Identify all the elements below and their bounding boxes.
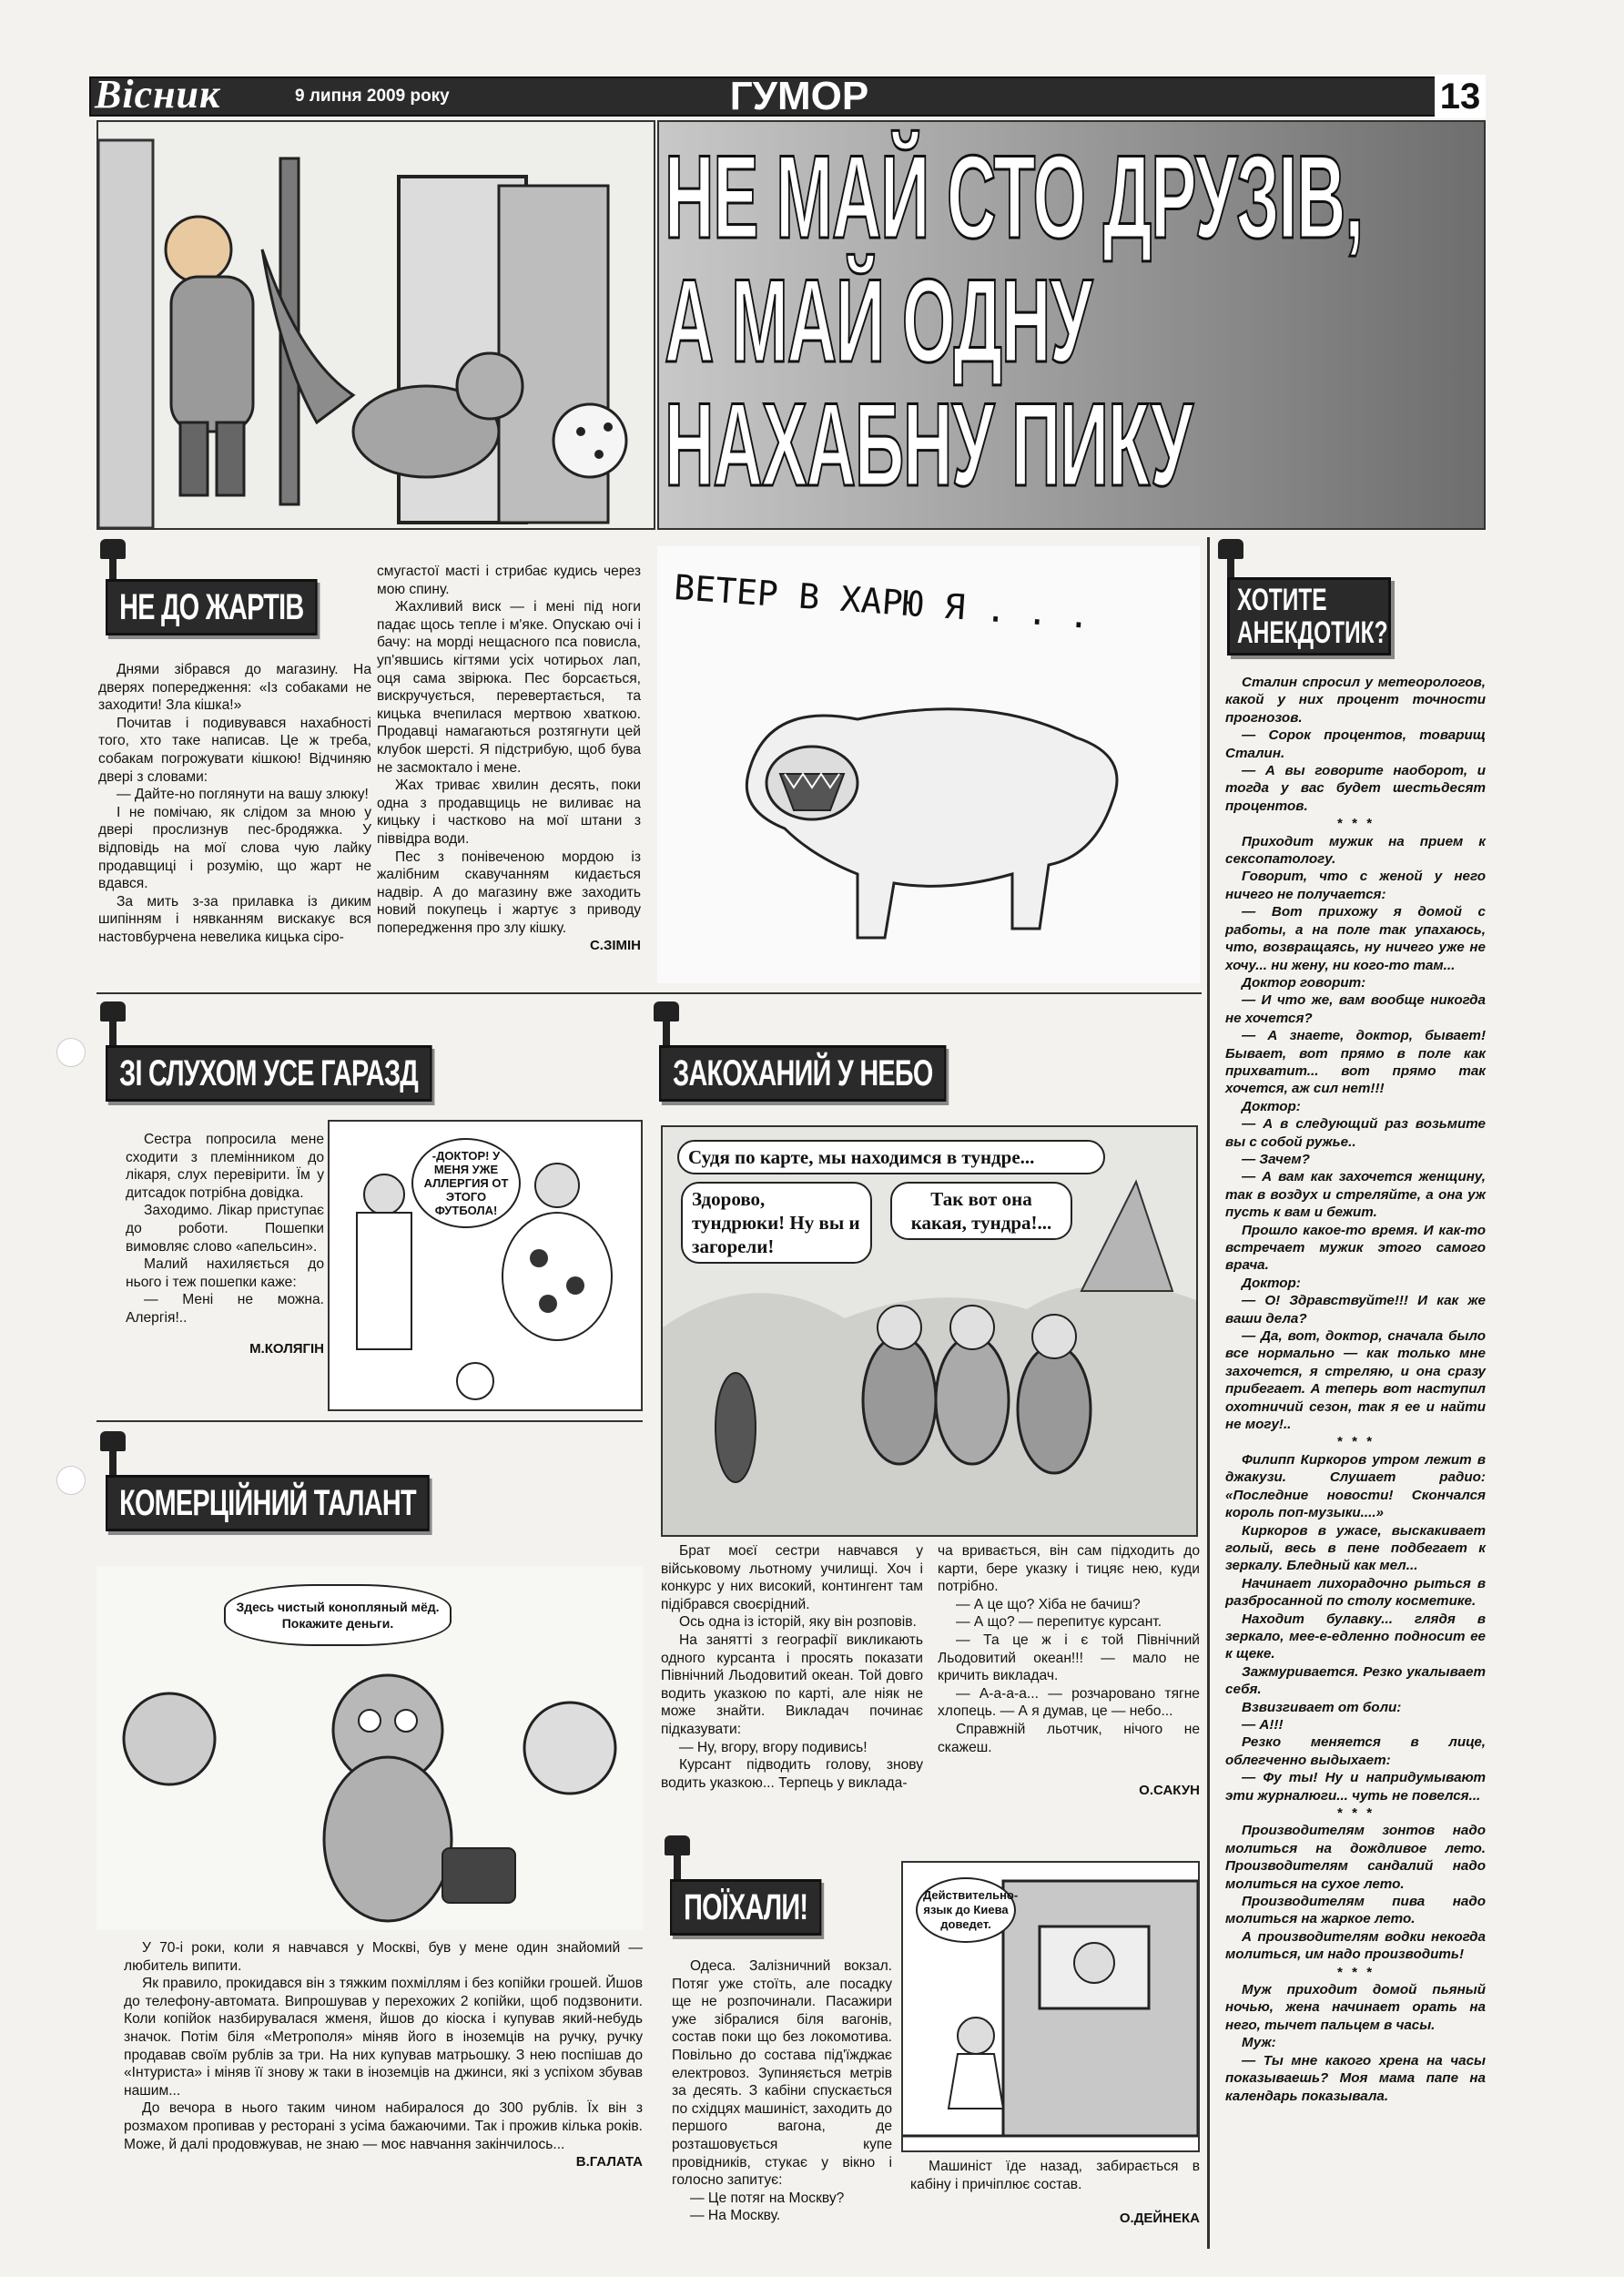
paragraph: Брат моєї сестри навчався у військовому льотному училищі. Хоч і конкурс у них високий, контингент там підібрався своєрідний. bbox=[661, 1543, 923, 1612]
joke-line: Филипп Киркоров утром лежит в джакузи. Слушает радио: «Последние новости! Скончался король поп-музыки....» bbox=[1225, 1451, 1486, 1521]
ne-do-zhartiv-col1 bbox=[98, 661, 371, 947]
masthead-date: 9 липня 2009 року bbox=[295, 86, 450, 106]
paragraph: Пес з понівеченою мордою із жалібним скавучанням кидається надвір. А до магазину вже заходить новий покупець і жартує з приводу попередження про злу кішку. bbox=[377, 849, 641, 936]
paragraph: — Це потяг на Москву? bbox=[690, 2190, 845, 2206]
binder-hole bbox=[56, 1466, 86, 1495]
joke-line: Находит булавку... глядя в зеркало, мее-е-едленно подносит ее к щеке. bbox=[1225, 1611, 1486, 1662]
honey-cartoon bbox=[96, 1566, 643, 1930]
joke-line: — Сорок процентов, товарищ Сталин. bbox=[1225, 727, 1486, 761]
tundra-cartoon bbox=[661, 1125, 1198, 1537]
paragraph: смугастої масті і стрибає кудись через мою спину. bbox=[377, 564, 641, 597]
ne-do-zhartiv-title: НЕ ДО ЖАРТІВ bbox=[106, 579, 318, 635]
joke-line: Начинает лихорадочно рыться в разбросанной по столу косметике. bbox=[1225, 1575, 1486, 1610]
train-cartoon bbox=[901, 1861, 1200, 2152]
anekdotik-header bbox=[1227, 577, 1391, 656]
anekdotik-title-line2: АНЕКДОТИК? bbox=[1237, 615, 1388, 650]
poihaly-caption: Машиніст їде назад, забирається в кабіну і причіплює состав. bbox=[910, 2159, 1200, 2192]
paragraph: — Мені не можна. Алергія!.. bbox=[126, 1292, 324, 1326]
column-rule bbox=[1207, 537, 1210, 2249]
paragraph: Жах триває хвилин десять, поки одна з продавщиць не виливає на кицьку і частково на мої штани з піввідра води. bbox=[377, 778, 641, 847]
komertsiyniy-body bbox=[124, 1939, 643, 2171]
paragraph: — Та це ж і є той Північний Льодовитий океан!!! — мало не кричить викладач. bbox=[938, 1632, 1200, 1684]
paragraph: І не помічаю, як слідом за мною у двері прослизнув пес-бродяжка. У відповідь на мої слова чую лайку продавщиці і розумію, що жарт не вдався. bbox=[98, 804, 371, 892]
separator: * * * bbox=[1336, 816, 1375, 832]
doctor-bubble: -ДОКТОР! У МЕНЯ УЖЕ АЛЛЕРГИЯ ОТ ЭТОГО ФУТБОЛА! bbox=[411, 1138, 521, 1228]
paragraph: Ось одна із історій, яку він розповів. bbox=[679, 1614, 917, 1631]
joke-line: Взвизгивает от боли: bbox=[1242, 1699, 1402, 1715]
headline-line1: НЕ МАЙ СТО ДРУЗІВ, bbox=[665, 130, 1364, 263]
zakohaniy-col1 bbox=[661, 1542, 923, 1792]
joke-line: — Зачем? bbox=[1242, 1151, 1310, 1167]
joke-line: Муж приходит домой пьяный ночью, жена начинает орать на него, тычет пальцем в часы. bbox=[1225, 1982, 1486, 2033]
paragraph: — Ну, вгору, вгору подивись! bbox=[679, 1739, 868, 1755]
paragraph: Жахливий виск — і мені під ноги падає щось тепле і м'яке. Опускаю очі і бачу: на морді нещасного пса повисла, уп'явшись кігтями усіх чотирьох лап, оця сама звірюка. Пес борсається, вискручується, перевертається, та кицька вчепилася мертвою хваткою. Продавці намагаються розтягнути цей клубок шерсті. Я підстрибую, щоб бува не засмоктало і мене. bbox=[377, 599, 641, 776]
komertsiyniy-title: КОМЕРЦІЙНИЙ ТАЛАНТ bbox=[106, 1475, 430, 1531]
paragraph: За мить з-за прилавка із диким шипінням і нявканням вискакує вся настовбурчена невелика кицька сіро- bbox=[98, 893, 371, 945]
joke-line: — А вам как захочется женщину, так в воздух и стреляйте, а она уж пусть к вам и бежит. bbox=[1225, 1169, 1486, 1221]
joke-line: — А в следующий раз возьмите вы с собой ружье.. bbox=[1225, 1116, 1486, 1150]
joke-line: — И что же, вам вообще никогда не хочется? bbox=[1225, 992, 1486, 1026]
paragraph: До вечора в нього таким чином набиралося до 300 рублів. Їх він з розмахом пропивав у ресторані з усіма бажаючими. Так і прожив кілька років. Може, й далі продовжував, не знаю — моє навчання закінчилось... bbox=[124, 2100, 643, 2152]
poihaly-title: ПОЇХАЛИ! bbox=[670, 1879, 821, 1936]
paragraph: Курсант підводить голову, знову водить указкою... Терпець у виклада- bbox=[661, 1757, 923, 1791]
joke-line: Производителям зонтов надо молиться на дождливое лето. Производителям сандалий надо молиться на сухое лето. bbox=[1225, 1823, 1486, 1892]
top-cartoon-drawing bbox=[98, 122, 654, 528]
ne-do-zhartiv-header bbox=[106, 579, 400, 635]
paragraph: У 70-і роки, коли я навчався у Москві, був у мене один знайомий — любитель випити. bbox=[124, 1940, 643, 1974]
paragraph: Почитав і подивувався нахабності того, хто таке написав. Це ж треба, собакам погрожувати кішкою! Відчиняю двері з словами: bbox=[98, 715, 371, 785]
tundra-bubble-2: Здорово, тундрюки! Ну вы и загорели! bbox=[681, 1182, 872, 1264]
top-cartoon bbox=[96, 120, 655, 530]
joke-line: Прошло какое-то время. И как-то встречает мужик этого самого врача. bbox=[1225, 1222, 1486, 1274]
tundra-bubble-1: Судя по карте, мы находимся в тундре... bbox=[677, 1140, 1105, 1174]
joke-line: Резко меняется в лице, облегченно выдыхает: bbox=[1225, 1734, 1486, 1768]
paragraph: — Дайте-но поглянути на вашу злюку! bbox=[117, 787, 369, 803]
joke-block bbox=[1225, 674, 1486, 815]
joke-line: Киркоров в ужасе, выскакивает голый, весь в пене подбегает к зеркалу. Бледный как мел... bbox=[1225, 1522, 1486, 1574]
zakohaniy-header bbox=[659, 1045, 1058, 1102]
paragraph: — А що? — перепитує курсант. bbox=[956, 1614, 1162, 1631]
tundra-bubble-3: Так вот она какая, тундра!... bbox=[890, 1182, 1072, 1240]
ne-do-zhartiv-col2 bbox=[377, 563, 641, 955]
paragraph: Сестра попросила мене сходити з племінником до лікаря, слух перевірити. Їм у дитсадок потрібна довідка. bbox=[126, 1132, 324, 1201]
headline-line3: НАХАБНУ ПИКУ bbox=[665, 378, 1193, 511]
joke-block bbox=[1225, 833, 1486, 1434]
joke-line: Зажмуривается. Резко укалывает себя. bbox=[1225, 1663, 1486, 1698]
author-signature: В.ГАЛАТА bbox=[575, 2154, 643, 2170]
row-rule bbox=[96, 992, 1202, 994]
zi-sluhom-header bbox=[106, 1045, 559, 1102]
joke-line: Говорит, что с женой у него ничего не получается: bbox=[1225, 869, 1486, 902]
joke-block bbox=[1225, 1822, 1486, 1963]
author-signature: С.ЗІМІН bbox=[589, 938, 641, 954]
joke-line: Сталин спросил у метеорологов, какой у них процент точности прогнозов. bbox=[1225, 675, 1486, 726]
paragraph: — На Москву. bbox=[690, 2208, 781, 2224]
zakohaniy-title: ЗАКОХАНИЙ У НЕБО bbox=[659, 1045, 947, 1102]
paragraph: ча вривається, він сам підходить до карти, бере указку і тицяє нею, куди потрібно. bbox=[938, 1543, 1200, 1595]
cat-caption: ВЕТЕР В ХАРЮ Я . . . bbox=[673, 567, 1091, 636]
cat-cartoon bbox=[657, 546, 1200, 983]
joke-line: — Ты мне какого хрена на часы показываешь? Моя мама папе на календарь показывала. bbox=[1225, 2052, 1486, 2104]
poihaly-header bbox=[670, 1879, 880, 1936]
joke-line: — Фу ты! Ну и напридумывают эти журналюги... чуть не повелся... bbox=[1225, 1770, 1486, 1804]
komertsiyniy-header bbox=[106, 1475, 555, 1531]
paragraph: Заходимо. Лікар приступає до роботи. Пошепки вимовляє слово «апельсин». bbox=[126, 1203, 324, 1255]
paragraph: Днями зібрався до магазину. На дверях попередження: «Із собаками не заходити! Зла кішка!» bbox=[98, 662, 371, 714]
joke-line: — О! Здравствуйте!!! И как же ваши дела? bbox=[1225, 1293, 1486, 1327]
paragraph: Одеса. Залізничний вокзал. Потяг уже стоїть, але посадку ще не розпочинали. Пасажири уже зібралися біля вагонів, состав поки що без локомотива. Повільно до состава під'їжджає електровоз. Зупиняється метрів за десять. З кабіни спускається по східцях машиніст, заходить до першого вагона, де розташовується купе провідників, стукає у вікно і голосно запитує: bbox=[672, 1958, 892, 2189]
separator: * * * bbox=[1336, 1964, 1375, 1980]
paragraph: — А це що? Хіба не бачиш? bbox=[956, 1596, 1141, 1612]
doctor-drawing bbox=[330, 1122, 641, 1409]
separator: * * * bbox=[1336, 1434, 1375, 1450]
anekdotik-title-line1: ХОТИТЕ bbox=[1237, 583, 1327, 617]
zi-sluhom-title: ЗІ СЛУХОМ УСЕ ГАРАЗД bbox=[106, 1045, 431, 1102]
joke-line: — Да, вот, доктор, сначала было все нормально — как только мне захочется, я стреляю, и она сразу прибегает. А теперь вот наступил охотничий сезон, так я ее и найти не могу!.. bbox=[1225, 1328, 1486, 1433]
paragraph: Справжній льотчик, нічого не скажеш. bbox=[938, 1721, 1200, 1755]
separator: * * * bbox=[1336, 1805, 1375, 1821]
honey-bubble: Здесь чистый конопляный мёд. Покажите деньги. bbox=[224, 1584, 452, 1646]
binder-hole bbox=[56, 1038, 86, 1067]
cat-drawing bbox=[712, 665, 1149, 956]
row-rule bbox=[96, 1420, 643, 1422]
joke-line: А производителям водки некогда молиться, им надо производить! bbox=[1225, 1928, 1486, 1963]
poihaly-body bbox=[672, 1957, 892, 2225]
train-bubble: Действительно- язык до Киева доведет. bbox=[916, 1877, 1016, 1943]
masthead-logo: Вісник bbox=[95, 72, 221, 117]
joke-block bbox=[1225, 1451, 1486, 1804]
joke-line: — А вы говорите наоборот, и тогда у вас будет шестьдесят процентов. bbox=[1225, 763, 1486, 814]
headline-line2: А МАЙ ОДНУ bbox=[665, 254, 1091, 387]
joke-line: — А знаете, доктор, бывает! Бывает, вот прямо в поле как прихватит... вот прямо так хочется, аж сил нет!!! bbox=[1225, 1028, 1486, 1097]
paragraph: На занятті з географії викликають одного курсанта і просять показати Північний Льодовитий океан. Той довго водить указкою по карті, але ніяк не може знайти. Викладач починає підказувати: bbox=[661, 1632, 923, 1737]
zi-sluhom-body bbox=[126, 1131, 324, 1357]
author-signature: О.САКУН bbox=[1139, 1783, 1200, 1799]
anekdotik-body bbox=[1225, 674, 1486, 2105]
zakohaniy-col2 bbox=[938, 1542, 1200, 1800]
doctor-cartoon bbox=[328, 1120, 643, 1411]
joke-line: Муж: bbox=[1242, 2035, 1276, 2051]
honey-drawing bbox=[96, 1566, 643, 1930]
paragraph: — А-а-а-а... — розчаровано тягне хлопець. — А я думав, це — небо... bbox=[938, 1685, 1200, 1720]
section-title: ГУМОР bbox=[729, 74, 869, 118]
joke-line: Приходит мужик на прием к сексопатологу. bbox=[1225, 833, 1486, 868]
joke-line: — Вот прихожу я домой с работы, а на поле так упахаюсь, что, возвращаясь, ну ничего уже не хочу... ни жену, ни кого-то там... bbox=[1225, 904, 1486, 973]
joke-line: Доктор: bbox=[1242, 1098, 1301, 1114]
paragraph: Як правило, прокидався він з тяжким похміллям і без копійки грошей. Йшов до телефону-автомата. Випрошував у перехожих 2 копійки, щоб подзвонити. Коли копійок назбирувалася жменя, йшов до кіоска і купував який-небудь значок. Потім біля «Метрополя» міняв його в іноземців на ручку, ручку продавав своїм рублів за три. На них купував матрьошку. З нею поспішав до «Інтуриста» і міняв її знову ж таки в іноземців на джинси, які з успіхом збував нашим... bbox=[124, 1976, 643, 2099]
joke-block bbox=[1225, 1981, 1486, 2105]
joke-line: Производителям пива надо молиться на жаркое лето. bbox=[1225, 1894, 1486, 1927]
page-number: 13 bbox=[1435, 75, 1486, 118]
joke-line: Доктор: bbox=[1242, 1275, 1301, 1291]
author-signature: М.КОЛЯГІН bbox=[249, 1340, 324, 1357]
author-signature: О.ДЕЙНЕКА bbox=[1119, 2211, 1200, 2226]
joke-line: Доктор говорит: bbox=[1242, 974, 1366, 991]
paragraph: Малий нахиляється до нього і теж пошепки каже: bbox=[126, 1256, 324, 1290]
joke-line: — А!!! bbox=[1242, 1716, 1284, 1733]
